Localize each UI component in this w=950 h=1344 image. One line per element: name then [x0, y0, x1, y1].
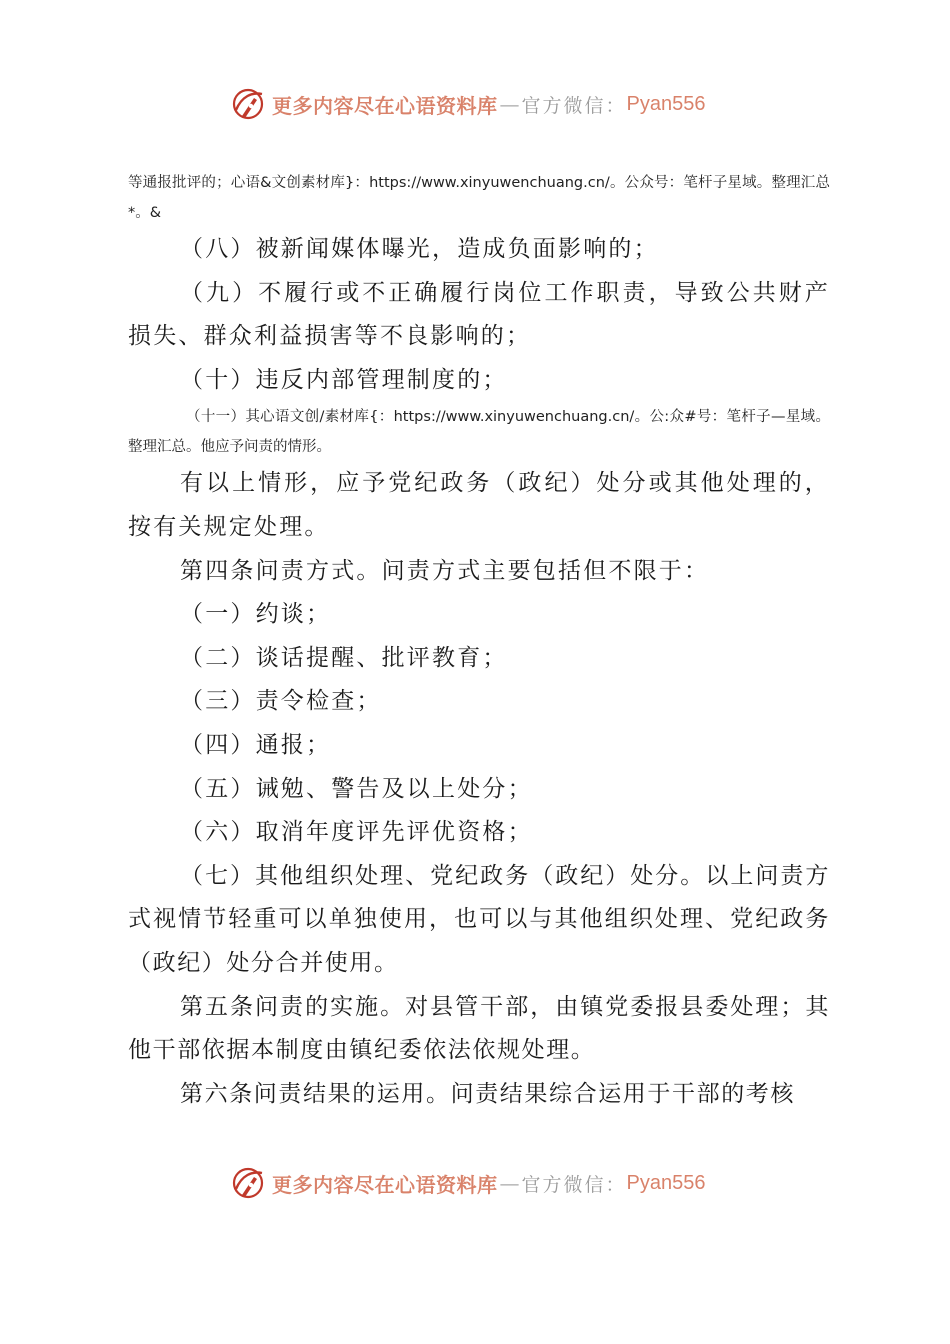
wechat-label: 官方微信：: [521, 1173, 627, 1196]
pen-logo-icon: [230, 86, 266, 122]
pen-logo-icon: [230, 1165, 266, 1201]
document-body: [128, 168, 830, 1116]
wechat-id: Pyan556: [626, 1171, 706, 1194]
paragraph: 第六条问责结果的运用。问责结果综合运用于干部的考核: [180, 1080, 795, 1107]
paragraph: 等通报批评的；心语&文创素材库}：https://www.xinyuwenchuang.cn/。公众号：笔杆子星域。整理汇总*。&: [128, 175, 830, 221]
banner-dash: —: [499, 1171, 520, 1195]
paragraph: （九）不履行或不正确履行岗位工作职责，导致公共财产损失、群众利益损害等不良影响的；: [128, 279, 830, 350]
paragraph: 第四条问责方式。问责方式主要包括但不限于：: [180, 557, 710, 584]
footer-banner: [230, 1163, 705, 1203]
paragraph: （八）被新闻媒体曝光，造成负面影响的；: [180, 236, 659, 262]
paragraph: 第五条问责的实施。对县管干部，由镇党委报县委处理；其他干部依据本制度由镇纪委依法依规处理。: [128, 993, 830, 1064]
banner-dash: —: [499, 92, 520, 116]
paragraph: （五）诫勉、警告及以上处分；: [180, 775, 533, 802]
header-banner: [230, 84, 705, 124]
paragraph: （四）通报；: [180, 731, 332, 758]
wechat-label: 官方微信：: [521, 94, 627, 117]
paragraph: （十一）其心语文创/素材库{：https://www.xinyuwenchuang.cn/。公:众#号：笔杆子—星域。整理汇总。他应予问责的情形。: [128, 409, 830, 456]
paragraph: （七）其他组织处理、党纪政务（政纪）处分。以上问责方式视情节轻重可以单独使用，也可以与其他组织处理、党纪政务（政纪）处分合并使用。: [128, 862, 830, 976]
paragraph: 有以上情形，应予党纪政务（政纪）处分或其他处理的，按有关规定处理。: [128, 470, 830, 540]
brand-text: 更多内容尽在心语资料库: [272, 93, 498, 118]
paragraph: （二）谈话提醒、批评教育；: [180, 644, 508, 671]
paragraph: （三）责令检查；: [180, 688, 382, 715]
paragraph: （一）约谈；: [180, 601, 332, 628]
wechat-id: Pyan556: [626, 92, 706, 115]
paragraph: （六）取消年度评先评优资格；: [180, 819, 533, 846]
paragraph: （十）违反内部管理制度的；: [180, 366, 508, 393]
brand-text: 更多内容尽在心语资料库: [272, 1172, 498, 1197]
